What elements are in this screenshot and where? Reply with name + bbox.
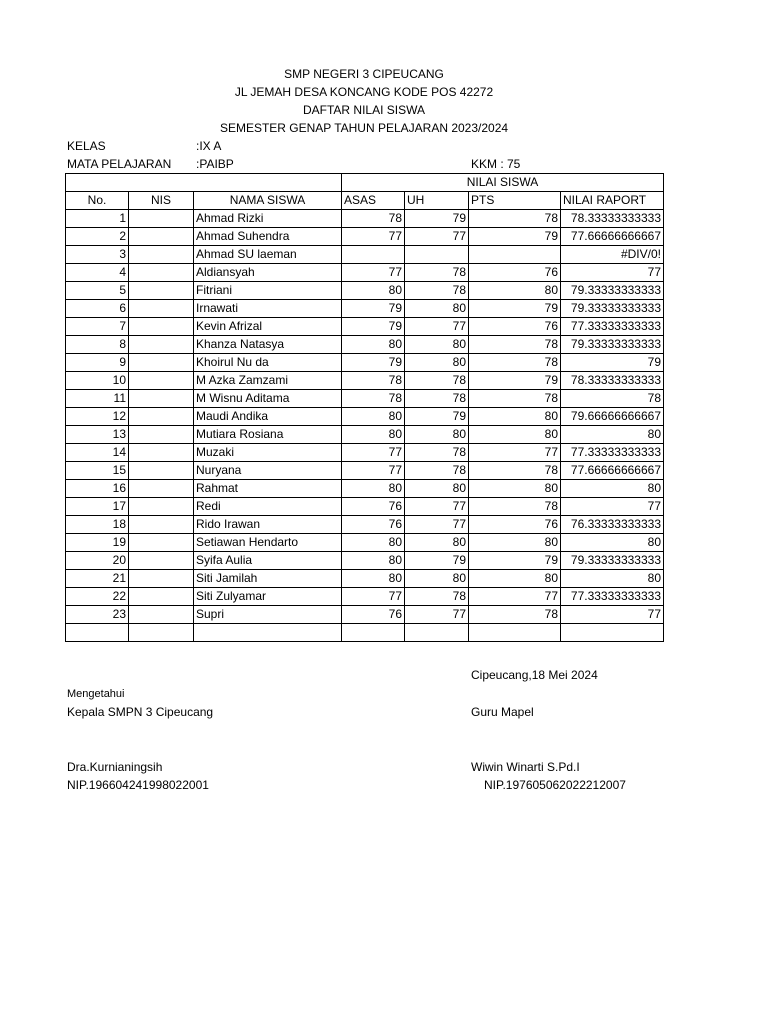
row-raport: 77.33333333333 (561, 588, 664, 606)
row-nama: Siti Jamilah (194, 570, 342, 588)
row-pts: 80 (469, 570, 561, 588)
row-uh: 78 (405, 390, 469, 408)
row-nis (129, 408, 194, 426)
row-uh: 78 (405, 444, 469, 462)
row-nis (129, 264, 194, 282)
row-no: 23 (66, 606, 129, 624)
asas-header: ASAS (342, 192, 405, 210)
table-row (66, 354, 664, 372)
row-nis (129, 282, 194, 300)
table-row (66, 570, 664, 588)
row-uh: 77 (405, 498, 469, 516)
row-pts: 80 (469, 426, 561, 444)
row-asas: 80 (342, 534, 405, 552)
row-nama: Setiawan Hendarto (194, 534, 342, 552)
row-nama: Muzaki (194, 444, 342, 462)
row-no: 11 (66, 390, 129, 408)
row-pts: 77 (469, 444, 561, 462)
row-raport: 78.33333333333 (561, 210, 664, 228)
row-no: 15 (66, 462, 129, 480)
no-header: No. (66, 192, 129, 210)
row-raport: 77.33333333333 (561, 444, 664, 462)
header-row-1 (66, 174, 664, 192)
row-asas: 78 (342, 210, 405, 228)
row-raport: 79.33333333333 (561, 336, 664, 354)
kepala-name: Dra.Kurnianingsih (67, 760, 163, 774)
row-raport: 80 (561, 426, 664, 444)
row-no: 9 (66, 354, 129, 372)
document-title: DAFTAR NILAI SISWA (302, 103, 425, 117)
row-uh: 80 (405, 534, 469, 552)
row-uh: 78 (405, 462, 469, 480)
table-row (66, 408, 664, 426)
row-no: 4 (66, 264, 129, 282)
row-nis (129, 588, 194, 606)
empty-row (66, 624, 664, 642)
row-uh: 77 (405, 606, 469, 624)
table-row (66, 426, 664, 444)
guru-name: Wiwin Winarti S.Pd.I (471, 760, 580, 774)
row-nama: Siti Zulyamar (194, 588, 342, 606)
row-uh: 78 (405, 264, 469, 282)
row-uh (405, 246, 469, 264)
row-raport: 76.33333333333 (561, 516, 664, 534)
row-nis (129, 336, 194, 354)
row-nama: Nuryana (194, 462, 342, 480)
table-row (66, 300, 664, 318)
row-raport: 79.33333333333 (561, 300, 664, 318)
row-raport: 77 (561, 498, 664, 516)
row-uh: 80 (405, 570, 469, 588)
table-row (66, 606, 664, 624)
table-row (66, 336, 664, 354)
row-raport: 78 (561, 390, 664, 408)
row-pts: 78 (469, 336, 561, 354)
row-no: 8 (66, 336, 129, 354)
row-uh: 78 (405, 282, 469, 300)
table-row (66, 228, 664, 246)
table-row (66, 210, 664, 228)
table-row (66, 498, 664, 516)
row-uh: 80 (405, 480, 469, 498)
kelas-label: KELAS (67, 139, 106, 153)
row-raport: 77.33333333333 (561, 318, 664, 336)
row-nis (129, 318, 194, 336)
row-pts: 79 (469, 372, 561, 390)
table-row (66, 588, 664, 606)
row-pts (469, 246, 561, 264)
row-raport: 77.66666666667 (561, 462, 664, 480)
row-pts: 76 (469, 264, 561, 282)
row-asas: 76 (342, 516, 405, 534)
row-asas: 80 (342, 426, 405, 444)
raport-header: NILAI RAPORT (561, 192, 664, 210)
row-uh: 79 (405, 408, 469, 426)
row-nama: Khoirul Nu da (194, 354, 342, 372)
row-no: 10 (66, 372, 129, 390)
table-row (66, 480, 664, 498)
table-row (66, 318, 664, 336)
row-pts: 76 (469, 516, 561, 534)
table-row (66, 516, 664, 534)
row-asas: 76 (342, 498, 405, 516)
row-nama: Ahmad Suhendra (194, 228, 342, 246)
row-asas: 80 (342, 552, 405, 570)
row-nama: Ahmad SU laeman (194, 246, 342, 264)
row-uh: 80 (405, 300, 469, 318)
nama-header: NAMA SISWA (194, 192, 342, 210)
row-uh: 79 (405, 210, 469, 228)
row-uh: 78 (405, 588, 469, 606)
row-raport: 79 (561, 354, 664, 372)
row-nis (129, 372, 194, 390)
row-nis (129, 210, 194, 228)
row-no: 21 (66, 570, 129, 588)
row-nama: M Wisnu Aditama (194, 390, 342, 408)
pts-header: PTS (469, 192, 561, 210)
semester-line: SEMESTER GENAP TAHUN PELAJARAN 2023/2024 (219, 121, 509, 135)
row-uh: 80 (405, 426, 469, 444)
row-no: 13 (66, 426, 129, 444)
row-nis (129, 300, 194, 318)
row-asas: 79 (342, 300, 405, 318)
row-nama: Ahmad Rizki (194, 210, 342, 228)
row-nis (129, 390, 194, 408)
table-row (66, 534, 664, 552)
row-nama: M Azka Zamzami (194, 372, 342, 390)
row-no: 2 (66, 228, 129, 246)
table-row (66, 462, 664, 480)
row-nis (129, 246, 194, 264)
row-no: 12 (66, 408, 129, 426)
row-pts: 79 (469, 552, 561, 570)
row-asas: 77 (342, 264, 405, 282)
row-nis (129, 606, 194, 624)
mapel-label: MATA PELAJARAN (67, 157, 172, 171)
row-nis (129, 552, 194, 570)
row-pts: 80 (469, 480, 561, 498)
row-raport: 77 (561, 264, 664, 282)
row-pts: 78 (469, 462, 561, 480)
grades-table (65, 173, 664, 642)
row-pts: 80 (469, 408, 561, 426)
table-row (66, 282, 664, 300)
row-uh: 77 (405, 318, 469, 336)
row-uh: 77 (405, 516, 469, 534)
row-pts: 80 (469, 282, 561, 300)
row-no: 22 (66, 588, 129, 606)
row-raport: 79.33333333333 (561, 552, 664, 570)
row-no: 14 (66, 444, 129, 462)
row-pts: 78 (469, 210, 561, 228)
nilai-siswa-header: NILAI SISWA (342, 174, 664, 192)
row-uh: 79 (405, 552, 469, 570)
row-no: 20 (66, 552, 129, 570)
kelas-value: :IX A (196, 139, 222, 153)
table-row (66, 390, 664, 408)
row-no: 1 (66, 210, 129, 228)
row-pts: 78 (469, 354, 561, 372)
row-no: 17 (66, 498, 129, 516)
row-nis (129, 516, 194, 534)
row-nama: Supri (194, 606, 342, 624)
row-asas: 79 (342, 318, 405, 336)
row-no: 5 (66, 282, 129, 300)
row-nis (129, 444, 194, 462)
row-nama: Mutiara Rosiana (194, 426, 342, 444)
row-asas: 77 (342, 462, 405, 480)
row-nama: Maudi Andika (194, 408, 342, 426)
row-raport: 77.66666666667 (561, 228, 664, 246)
row-uh: 78 (405, 372, 469, 390)
row-nama: Kevin Afrizal (194, 318, 342, 336)
row-pts: 78 (469, 498, 561, 516)
row-asas (342, 246, 405, 264)
row-pts: 76 (469, 318, 561, 336)
row-nis (129, 426, 194, 444)
row-pts: 80 (469, 534, 561, 552)
row-nis (129, 462, 194, 480)
row-asas: 80 (342, 570, 405, 588)
guru-nip: NIP.197605062022212007 (484, 778, 626, 792)
table-row (66, 372, 664, 390)
row-no: 7 (66, 318, 129, 336)
row-nama: Khanza Natasya (194, 336, 342, 354)
row-nama: Rido Irawan (194, 516, 342, 534)
row-no: 3 (66, 246, 129, 264)
row-raport: 79.33333333333 (561, 282, 664, 300)
table-row (66, 246, 664, 264)
school-name: SMP NEGERI 3 CIPEUCANG (284, 67, 444, 81)
uh-header: UH (405, 192, 469, 210)
kepala-nip: NIP.196604241998022001 (67, 778, 209, 792)
row-asas: 80 (342, 282, 405, 300)
row-raport: 80 (561, 480, 664, 498)
table-row (66, 444, 664, 462)
row-no: 6 (66, 300, 129, 318)
row-uh: 80 (405, 336, 469, 354)
row-raport: 78.33333333333 (561, 372, 664, 390)
place-date: Cipeucang,18 Mei 2024 (471, 668, 598, 682)
row-nama: Rahmat (194, 480, 342, 498)
row-nis (129, 498, 194, 516)
row-nama: Irnawati (194, 300, 342, 318)
row-asas: 80 (342, 336, 405, 354)
table-row (66, 552, 664, 570)
row-raport: 80 (561, 570, 664, 588)
row-nis (129, 228, 194, 246)
kkm-value: KKM : 75 (471, 157, 521, 171)
row-asas: 80 (342, 480, 405, 498)
row-asas: 76 (342, 606, 405, 624)
row-raport: 77 (561, 606, 664, 624)
row-nis (129, 534, 194, 552)
row-asas: 77 (342, 588, 405, 606)
row-nis (129, 354, 194, 372)
row-no: 16 (66, 480, 129, 498)
guru-title: Guru Mapel (471, 705, 534, 719)
header-row-2 (66, 192, 664, 210)
row-raport: 80 (561, 534, 664, 552)
row-raport: 79.66666666667 (561, 408, 664, 426)
mengetahui-label: Mengetahui (67, 688, 125, 700)
table-row (66, 264, 664, 282)
row-pts: 79 (469, 300, 561, 318)
row-uh: 77 (405, 228, 469, 246)
kepala-title: Kepala SMPN 3 Cipeucang (67, 705, 214, 719)
row-nama: Aldiansyah (194, 264, 342, 282)
row-asas: 78 (342, 372, 405, 390)
row-nama: Syifa Aulia (194, 552, 342, 570)
row-no: 18 (66, 516, 129, 534)
row-pts: 77 (469, 588, 561, 606)
row-nis (129, 570, 194, 588)
row-asas: 77 (342, 444, 405, 462)
school-address: JL JEMAH DESA KONCANG KODE POS 42272 (234, 85, 494, 99)
row-asas: 80 (342, 408, 405, 426)
row-pts: 79 (469, 228, 561, 246)
row-nama: Redi (194, 498, 342, 516)
nis-header: NIS (129, 192, 194, 210)
row-uh: 80 (405, 354, 469, 372)
row-nama: Fitriani (194, 282, 342, 300)
row-asas: 78 (342, 390, 405, 408)
row-asas: 79 (342, 354, 405, 372)
row-no: 19 (66, 534, 129, 552)
row-pts: 78 (469, 390, 561, 408)
row-nis (129, 480, 194, 498)
row-raport: #DIV/0! (561, 246, 664, 264)
row-pts: 78 (469, 606, 561, 624)
mapel-value: :PAIBP (196, 157, 234, 171)
row-asas: 77 (342, 228, 405, 246)
